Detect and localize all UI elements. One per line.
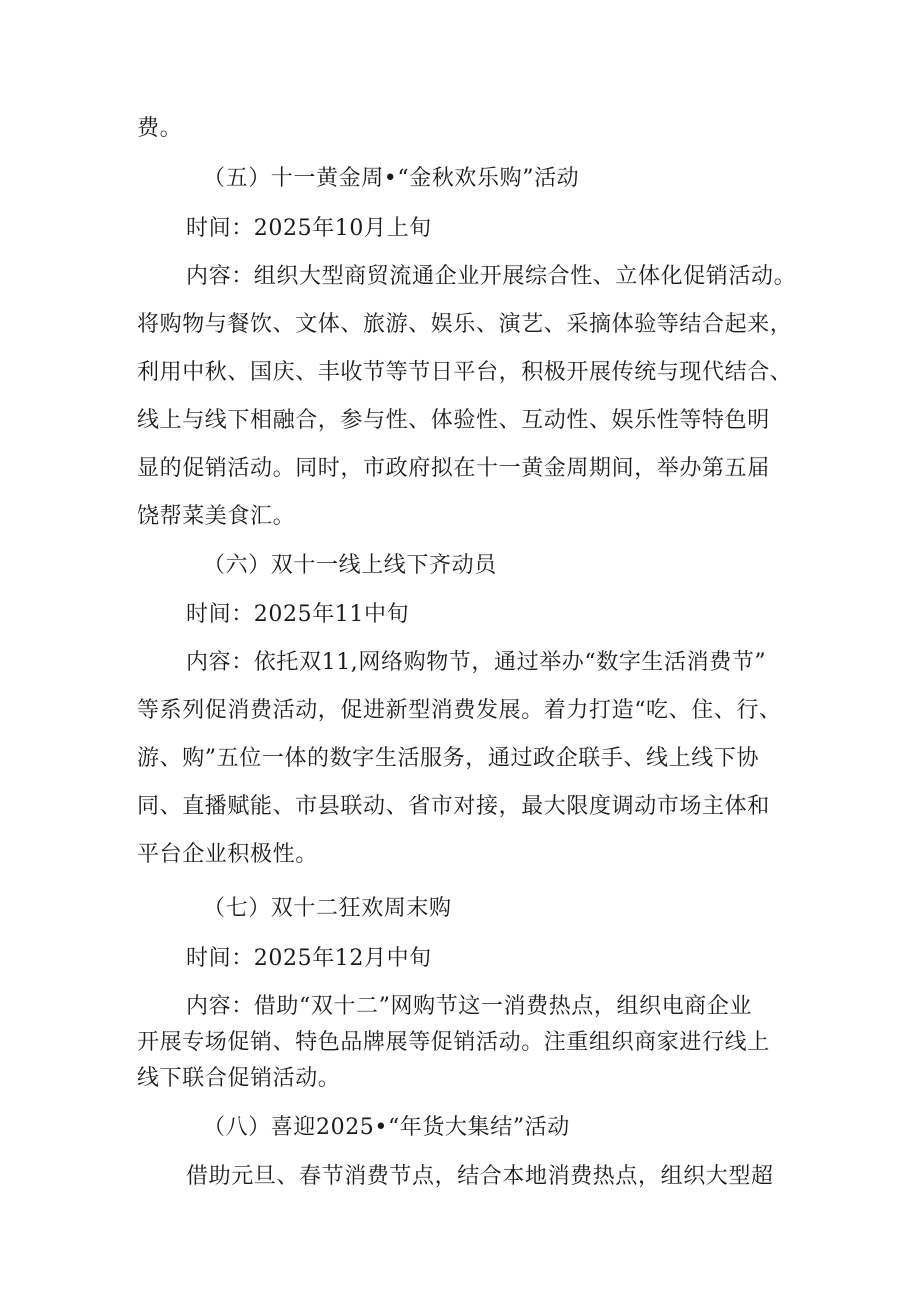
content-line: 内容：依托双11,网络购物节，通过举办“数字生活消费节” bbox=[186, 650, 767, 675]
section-heading-7: （七）双十二狂欢周末购 bbox=[203, 896, 452, 921]
paragraph-line: 平台企业积极性。 bbox=[137, 842, 318, 867]
paragraph-line: 游、购”五位一体的数字生活服务，通过政企联手、线上线下协 bbox=[137, 746, 760, 771]
paragraph-line: 线下联合促销活动。 bbox=[137, 1066, 341, 1091]
paragraph-line: 饶帮菜美食汇。 bbox=[137, 504, 296, 529]
paragraph-line: 开展专场促销、特色品牌展等促销活动。注重组织商家进行线上 bbox=[137, 1030, 770, 1055]
paragraph-line: 利用中秋、国庆、丰收节等节日平台，积极开展传统与现代结合、 bbox=[137, 360, 793, 385]
time-line: 时间：2025年11中旬 bbox=[186, 602, 410, 627]
paragraph-line: 显的促销活动。同时，市政府拟在十一黄金周期间，举办第五届 bbox=[137, 456, 770, 481]
section-heading-5: （五）十一黄金周•“金秋欢乐购”活动 bbox=[203, 166, 580, 191]
paragraph-line: 同、直播赋能、市县联动、省市对接，最大限度调动市场主体和 bbox=[137, 794, 770, 819]
paragraph-line: 将购物与餐饮、文体、旅游、娱乐、演艺、采摘体验等结合起来， bbox=[137, 312, 793, 337]
content-line: 内容：借助“双十二”网购节这一消费热点，组织电商企业 bbox=[186, 994, 753, 1019]
paragraph-line: 借助元旦、春节消费节点，结合本地消费热点，组织大型超 bbox=[186, 1164, 774, 1189]
time-line: 时间：2025年12月中旬 bbox=[186, 946, 432, 971]
paragraph-line: 等系列促消费活动，促进新型消费发展。着力打造“吃、住、行、 bbox=[137, 698, 782, 723]
section-heading-8: （八）喜迎2025•“年货大集结”活动 bbox=[203, 1115, 570, 1140]
section-heading-6: （六）双十一线上线下齐动员 bbox=[203, 553, 497, 578]
paragraph-line: 线上与线下相融合，参与性、体验性、互动性、娱乐性等特色明 bbox=[137, 408, 770, 433]
content-line: 内容：组织大型商贸流通企业开展综合性、立体化促销活动。 bbox=[186, 264, 797, 289]
paragraph-line: 费。 bbox=[137, 116, 183, 141]
time-line: 时间：2025年10月上旬 bbox=[186, 216, 432, 241]
